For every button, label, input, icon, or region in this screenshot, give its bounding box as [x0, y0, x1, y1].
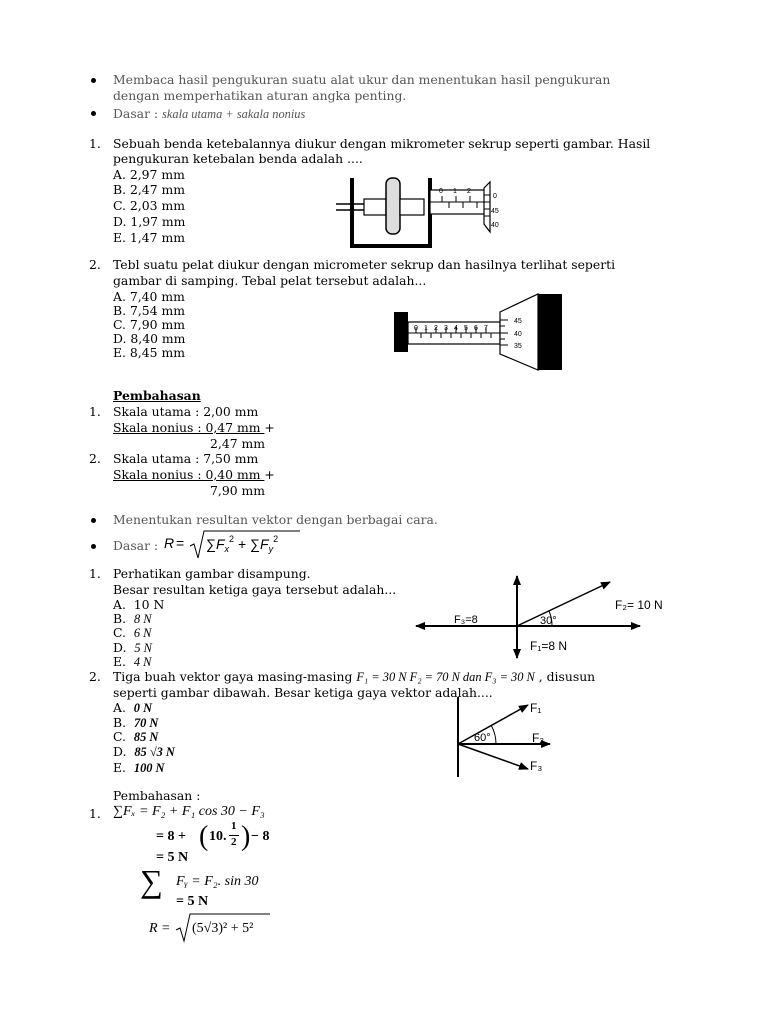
q4-number: 2.: [89, 669, 101, 684]
bullet-dot: [91, 518, 96, 523]
q3-option-a: A. 10 N: [113, 597, 165, 612]
q2-line2: gambar di samping. Tebal pelat tersebut adalah...: [113, 273, 427, 288]
solution1-number: 1.: [89, 404, 101, 419]
q2-option-a: A. 7,40 mm: [113, 289, 185, 304]
q2-option-d: D. 8,40 mm: [113, 331, 186, 346]
q4-option-e: E. 100 N: [113, 760, 165, 775]
eq-fx-result: = 5 N: [156, 850, 189, 865]
pembahasan-heading: Pembahasan: [113, 388, 201, 403]
fig1-main-tick: 2: [467, 188, 471, 195]
q4-option-c: C. 85 N: [113, 729, 159, 744]
fig1-thimble-tick: 0: [493, 193, 497, 200]
q3-option-e: E. 4 N: [113, 654, 152, 669]
q2-line1: Tebl suatu pelat diukur dengan micrometer sekrup dan hasilnya terlihat seperti: [113, 257, 616, 272]
angle2-label: 60°: [474, 732, 491, 744]
q3-option-c: C. 6 N: [113, 625, 152, 640]
vector2-label-f2: F₂: [532, 731, 544, 745]
micrometer-figure-2: [390, 290, 570, 374]
fig2-main-tick: 4: [454, 325, 458, 332]
q3-line2: Besar resultan ketiga gaya tersebut adalah...: [113, 582, 397, 597]
fig1-main-tick: 0: [439, 188, 443, 195]
sigma-symbol: ∑: [140, 863, 163, 899]
q4-line1: Tiga buah vektor gaya masing-masing F₁ = 30 N F₂ = 70 N dan F₃ = 30 N , disusun: [113, 669, 596, 684]
solution-number: 1.: [89, 806, 101, 821]
fig2-main-tick: 0: [414, 325, 418, 332]
intro1-line2: dengan memperhatikan aturan angka penting.: [113, 88, 407, 103]
vector-figure-1: [410, 570, 700, 662]
vector2-label-f1: F₁: [530, 701, 542, 715]
fig2-thimble-tick: 35: [514, 343, 522, 350]
q1-option-d: D. 1,97 mm: [113, 214, 186, 229]
eq-sum-fy: Fᵧ = F₂. sin 30: [176, 874, 259, 889]
pembahasan2-heading: Pembahasan :: [113, 788, 201, 803]
solution1-nonius-scale: Skala nonius : 0,47 mm +: [113, 420, 275, 435]
solution2-main-scale: Skala utama : 7,50 mm: [113, 451, 259, 466]
resultant-formula: [160, 528, 305, 562]
q1-line1: Sebuah benda ketebalannya diukur dengan mikrometer sekrup seperti gambar. Hasil: [113, 136, 651, 151]
svg-text:R: R: [164, 535, 175, 551]
q2-option-e: E. 8,45 mm: [113, 345, 185, 360]
micrometer-figure-1: [330, 168, 520, 254]
fig2-main-tick: 7: [484, 325, 488, 332]
solution2-total: 7,90 mm: [210, 483, 266, 498]
fig1-thimble-tick: 40: [491, 222, 499, 229]
solution1-main-scale: Skala utama : 2,00 mm: [113, 404, 259, 419]
q4-option-d: D. 85 √3 N: [113, 744, 175, 759]
intro1-line1: Membaca hasil pengukuran suatu alat ukur dan menentukan hasil pengukuran: [113, 72, 611, 87]
solution1-total: 2,47 mm: [210, 436, 266, 451]
fig2-main-tick: 2: [434, 325, 438, 332]
vector-label-f3: F₃=8: [454, 614, 478, 626]
q1-option-b: B. 2,47 mm: [113, 182, 186, 197]
bullet-dot: [91, 111, 96, 116]
q3-number: 1.: [89, 566, 101, 581]
intro2-basis-prefix: Dasar :: [113, 538, 159, 553]
q2-option-b: B. 7,54 mm: [113, 303, 186, 318]
q1-option-c: C. 2,03 mm: [113, 198, 185, 213]
fig2-thimble-tick: 45: [514, 318, 522, 325]
q2-number: 2.: [89, 257, 101, 272]
fig2-main-tick: 1: [424, 325, 428, 332]
eq-fy-result: = 5 N: [176, 894, 209, 909]
vector-figure-2: [450, 693, 560, 779]
q3-option-d: D. 5 N: [113, 640, 152, 655]
solution2-number: 2.: [89, 451, 101, 466]
q4-line2: seperti gambar dibawah. Besar ketiga gaya vektor adalah....: [113, 685, 493, 700]
q2-option-c: C. 7,90 mm: [113, 317, 185, 332]
vector-label-f2: F₂= 10 N: [615, 598, 663, 612]
q1-option-a: A. 2,97 mm: [113, 167, 185, 182]
q1-line2: pengukuran ketebalan benda adalah ....: [113, 151, 363, 166]
fig2-main-tick: 3: [444, 325, 448, 332]
bullet-dot: [91, 78, 96, 83]
vector2-label-f3: F₃: [530, 759, 543, 773]
intro2-line1: Menentukan resultan vektor dengan berbagai cara.: [113, 512, 438, 527]
eq-r-body: (5√3)² + 5²: [192, 921, 254, 936]
q1-number: 1.: [89, 136, 101, 151]
angle-label: 30°: [540, 615, 557, 627]
q4-option-a: A. 0 N: [113, 700, 153, 715]
fig1-main-tick: 1: [453, 188, 457, 195]
eq-r-prefix: R =: [149, 921, 171, 936]
bullet-dot: [91, 544, 96, 549]
vector-label-f1: F₁=8 N: [530, 639, 568, 653]
q1-option-e: E. 1,47 mm: [113, 230, 185, 245]
intro1-basis: Dasar : skala utama + sakala nonius: [113, 106, 306, 121]
q4-option-b: B. 70 N: [113, 715, 159, 730]
svg-text:=: =: [176, 535, 185, 551]
eq-sum-fx: ∑Fₓ = F₂ + F₁ cos 30 − F₃: [113, 804, 265, 819]
fig2-thimble-tick: 40: [514, 331, 522, 338]
fig2-main-tick: 5: [464, 325, 468, 332]
solution2-nonius-scale: Skala nonius : 0,40 mm +: [113, 467, 275, 482]
fig2-main-tick: 6: [474, 325, 478, 332]
q3-option-b: B. 8 N: [113, 611, 152, 626]
fig1-thimble-tick: 45: [491, 208, 499, 215]
svg-text:∑Fx2 + ∑Fy2: $\sum F_x^2 + \sum F_y^2$: [206, 534, 279, 554]
q3-line1: Perhatikan gambar disampung.: [113, 566, 311, 581]
